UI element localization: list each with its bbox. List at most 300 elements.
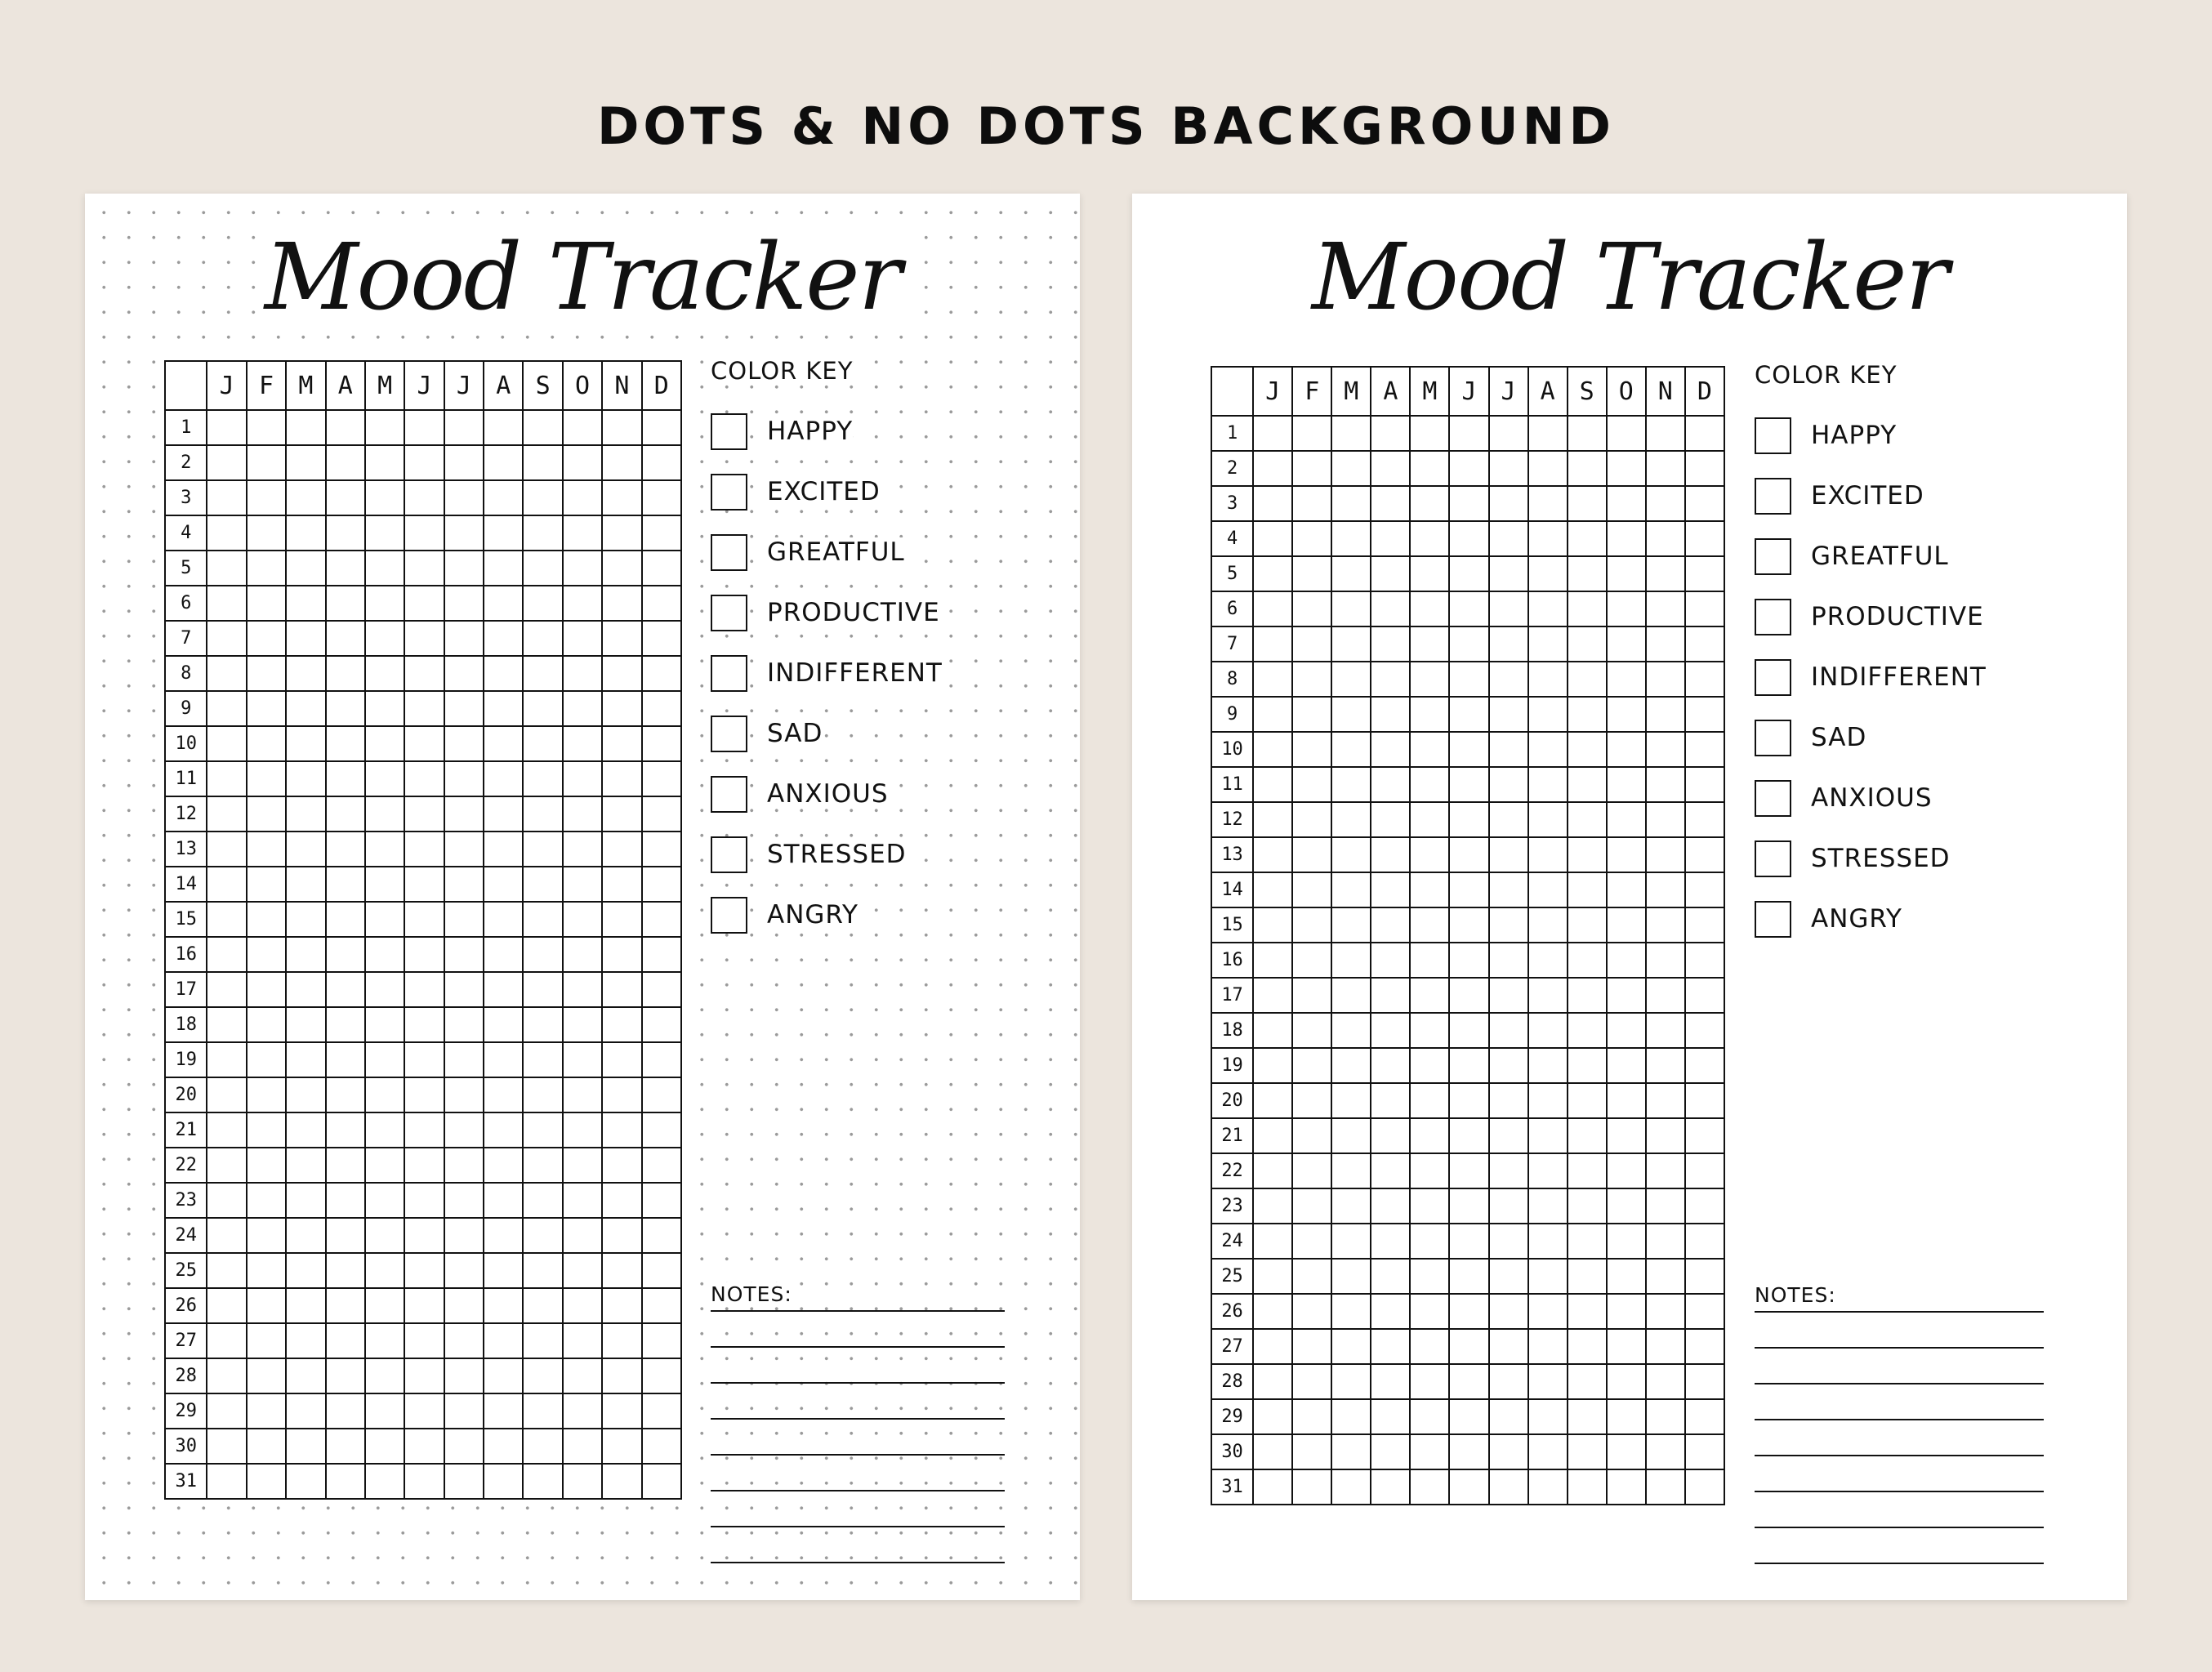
mood-cell[interactable] [286,1464,325,1499]
mood-cell[interactable] [523,796,562,832]
mood-cell[interactable] [1371,1188,1410,1224]
mood-cell[interactable] [1528,978,1568,1013]
mood-cell[interactable] [1607,1259,1646,1294]
mood-cell[interactable] [523,1358,562,1393]
mood-cell[interactable] [1528,1469,1568,1505]
mood-cell[interactable] [1685,1048,1724,1083]
mood-cell[interactable] [1528,662,1568,697]
mood-cell[interactable] [365,656,404,691]
mood-cell[interactable] [404,656,444,691]
mood-cell[interactable] [444,551,484,586]
mood-cell[interactable] [1449,451,1488,486]
mood-cell[interactable] [1607,1048,1646,1083]
mood-cell[interactable] [1685,416,1724,451]
mood-cell[interactable] [1568,451,1607,486]
mood-cell[interactable] [1528,1048,1568,1083]
mood-cell[interactable] [1685,1013,1724,1048]
mood-cell[interactable] [365,1358,404,1393]
mood-cell[interactable] [1331,1469,1371,1505]
mood-cell[interactable] [286,410,325,445]
mood-cell[interactable] [247,1323,286,1358]
mood-cell[interactable] [642,902,681,937]
mood-cell[interactable] [247,1007,286,1042]
mood-cell[interactable] [642,586,681,621]
mood-cell[interactable] [523,1042,562,1077]
mood-cell[interactable] [1528,1294,1568,1329]
mood-cell[interactable] [642,1393,681,1429]
mood-cell[interactable] [1489,1083,1528,1118]
mood-cell[interactable] [1253,521,1292,556]
mood-cell[interactable] [1331,907,1371,943]
mood-cell[interactable] [1410,978,1449,1013]
mood-cell[interactable] [207,726,246,761]
mood-cell[interactable] [404,410,444,445]
mood-cell[interactable] [602,902,641,937]
mood-cell[interactable] [523,761,562,796]
mood-cell[interactable] [642,480,681,515]
mood-cell[interactable] [286,1148,325,1183]
mood-cell[interactable] [207,445,246,480]
mood-cell[interactable] [247,1042,286,1077]
mood-cell[interactable] [1607,1469,1646,1505]
mood-cell[interactable] [642,1042,681,1077]
mood-cell[interactable] [1489,662,1528,697]
mood-cell[interactable] [1646,1224,1685,1259]
mood-cell[interactable] [523,1183,562,1218]
mood-cell[interactable] [286,691,325,726]
mood-cell[interactable] [602,1323,641,1358]
mood-cell[interactable] [563,1429,602,1464]
mood-cell[interactable] [602,410,641,445]
mood-cell[interactable] [1292,943,1331,978]
mood-cell[interactable] [1685,1118,1724,1153]
mood-cell[interactable] [1331,451,1371,486]
mood-cell[interactable] [247,656,286,691]
mood-cell[interactable] [286,515,325,551]
mood-cell[interactable] [1253,1013,1292,1048]
mood-cell[interactable] [1489,556,1528,591]
mood-cell[interactable] [563,691,602,726]
mood-cell[interactable] [1568,802,1607,837]
mood-cell[interactable] [1292,1259,1331,1294]
mood-cell[interactable] [602,1042,641,1077]
mood-cell[interactable] [1568,1188,1607,1224]
mood-cell[interactable] [1528,1188,1568,1224]
mood-cell[interactable] [1449,697,1488,732]
mood-cell[interactable] [404,445,444,480]
note-line[interactable] [711,1456,1005,1491]
mood-cell[interactable] [326,1148,365,1183]
mood-cell[interactable] [1685,1153,1724,1188]
mood-cell[interactable] [286,832,325,867]
mood-cell[interactable] [1568,1399,1607,1434]
mood-cell[interactable] [1371,451,1410,486]
mood-cell[interactable] [404,1393,444,1429]
mood-cell[interactable] [563,1112,602,1148]
color-swatch-box[interactable] [711,716,747,752]
mood-cell[interactable] [365,1148,404,1183]
mood-cell[interactable] [484,515,523,551]
mood-cell[interactable] [1646,1013,1685,1048]
mood-cell[interactable] [1685,943,1724,978]
mood-cell[interactable] [1568,872,1607,907]
mood-cell[interactable] [484,1429,523,1464]
color-swatch-box[interactable] [711,836,747,873]
mood-cell[interactable] [1371,626,1410,662]
mood-cell[interactable] [563,1253,602,1288]
mood-cell[interactable] [1685,1399,1724,1434]
mood-cell[interactable] [484,1464,523,1499]
mood-cell[interactable] [444,972,484,1007]
mood-cell[interactable] [207,1253,246,1288]
mood-cell[interactable] [642,551,681,586]
mood-cell[interactable] [404,1077,444,1112]
mood-cell[interactable] [1489,872,1528,907]
mood-cell[interactable] [286,867,325,902]
mood-cell[interactable] [365,937,404,972]
mood-cell[interactable] [642,937,681,972]
mood-cell[interactable] [326,937,365,972]
mood-cell[interactable] [326,1393,365,1429]
color-swatch-box[interactable] [1755,478,1791,515]
mood-cell[interactable] [1607,591,1646,626]
mood-cell[interactable] [1371,662,1410,697]
mood-cell[interactable] [1646,662,1685,697]
mood-cell[interactable] [404,937,444,972]
mood-cell[interactable] [1646,451,1685,486]
mood-cell[interactable] [523,1464,562,1499]
mood-cell[interactable] [1331,1329,1371,1364]
mood-cell[interactable] [1410,802,1449,837]
mood-cell[interactable] [484,726,523,761]
mood-cell[interactable] [286,1253,325,1288]
mood-cell[interactable] [642,1112,681,1148]
mood-cell[interactable] [1410,662,1449,697]
mood-cell[interactable] [1371,1469,1410,1505]
mood-cell[interactable] [444,761,484,796]
mood-cell[interactable] [563,867,602,902]
mood-cell[interactable] [207,551,246,586]
mood-cell[interactable] [404,1218,444,1253]
mood-cell[interactable] [642,1148,681,1183]
mood-cell[interactable] [1607,1294,1646,1329]
mood-cell[interactable] [642,1253,681,1288]
mood-cell[interactable] [247,586,286,621]
mood-cell[interactable] [602,1218,641,1253]
mood-cell[interactable] [1528,1329,1568,1364]
mood-cell[interactable] [247,796,286,832]
mood-cell[interactable] [1371,1118,1410,1153]
note-line[interactable] [711,1384,1005,1420]
mood-cell[interactable] [1528,802,1568,837]
mood-cell[interactable] [365,1464,404,1499]
mood-cell[interactable] [563,1148,602,1183]
mood-cell[interactable] [602,1007,641,1042]
mood-cell[interactable] [404,480,444,515]
mood-cell[interactable] [1528,591,1568,626]
mood-cell[interactable] [1449,1259,1488,1294]
mood-cell[interactable] [1568,697,1607,732]
mood-cell[interactable] [326,1323,365,1358]
mood-cell[interactable] [523,445,562,480]
mood-cell[interactable] [523,902,562,937]
mood-cell[interactable] [1489,943,1528,978]
color-swatch-box[interactable] [1755,840,1791,877]
mood-cell[interactable] [1489,1364,1528,1399]
mood-cell[interactable] [1253,978,1292,1013]
mood-cell[interactable] [1371,1153,1410,1188]
mood-cell[interactable] [563,445,602,480]
mood-cell[interactable] [444,1042,484,1077]
mood-cell[interactable] [1331,1118,1371,1153]
mood-cell[interactable] [207,796,246,832]
mood-cell[interactable] [1568,1259,1607,1294]
mood-cell[interactable] [444,1077,484,1112]
mood-cell[interactable] [484,691,523,726]
mood-cell[interactable] [563,1323,602,1358]
mood-cell[interactable] [365,1393,404,1429]
mood-cell[interactable] [1568,1469,1607,1505]
mood-cell[interactable] [1253,1118,1292,1153]
mood-cell[interactable] [1331,1188,1371,1224]
mood-cell[interactable] [1568,521,1607,556]
mood-cell[interactable] [1646,978,1685,1013]
mood-cell[interactable] [365,1112,404,1148]
mood-cell[interactable] [404,515,444,551]
mood-cell[interactable] [1410,872,1449,907]
mood-cell[interactable] [365,1323,404,1358]
mood-cell[interactable] [1489,1153,1528,1188]
mood-cell[interactable] [1410,1329,1449,1364]
mood-cell[interactable] [1607,872,1646,907]
mood-cell[interactable] [563,726,602,761]
mood-cell[interactable] [484,1042,523,1077]
mood-cell[interactable] [365,1077,404,1112]
mood-cell[interactable] [1410,521,1449,556]
mood-cell[interactable] [207,1358,246,1393]
mood-cell[interactable] [1646,837,1685,872]
mood-cell[interactable] [404,726,444,761]
mood-cell[interactable] [602,445,641,480]
mood-cell[interactable] [207,761,246,796]
mood-cell[interactable] [326,902,365,937]
mood-cell[interactable] [1449,626,1488,662]
mood-cell[interactable] [563,796,602,832]
note-line[interactable] [1755,1456,2044,1492]
mood-cell[interactable] [1607,767,1646,802]
mood-cell[interactable] [247,621,286,656]
mood-cell[interactable] [326,726,365,761]
mood-cell[interactable] [642,832,681,867]
mood-cell[interactable] [1449,802,1488,837]
mood-cell[interactable] [404,1323,444,1358]
mood-cell[interactable] [326,1464,365,1499]
mood-cell[interactable] [523,1253,562,1288]
mood-cell[interactable] [1449,486,1488,521]
mood-cell[interactable] [1489,697,1528,732]
mood-cell[interactable] [1449,416,1488,451]
mood-cell[interactable] [286,1007,325,1042]
mood-cell[interactable] [1253,1188,1292,1224]
mood-cell[interactable] [484,480,523,515]
mood-cell[interactable] [1646,591,1685,626]
mood-cell[interactable] [1253,837,1292,872]
mood-cell[interactable] [1685,907,1724,943]
mood-cell[interactable] [523,937,562,972]
mood-cell[interactable] [1568,978,1607,1013]
mood-cell[interactable] [444,410,484,445]
mood-cell[interactable] [1528,1153,1568,1188]
mood-cell[interactable] [286,551,325,586]
mood-cell[interactable] [326,1358,365,1393]
mood-cell[interactable] [1685,802,1724,837]
color-swatch-box[interactable] [711,595,747,631]
mood-cell[interactable] [563,1007,602,1042]
color-swatch-box[interactable] [711,655,747,692]
mood-cell[interactable] [1331,486,1371,521]
mood-cell[interactable] [1449,556,1488,591]
mood-cell[interactable] [1528,837,1568,872]
mood-cell[interactable] [247,1148,286,1183]
mood-cell[interactable] [484,445,523,480]
mood-cell[interactable] [1568,662,1607,697]
mood-cell[interactable] [1292,907,1331,943]
mood-cell[interactable] [1568,1364,1607,1399]
mood-cell[interactable] [1685,978,1724,1013]
mood-cell[interactable] [286,1358,325,1393]
mood-cell[interactable] [1646,556,1685,591]
mood-cell[interactable] [207,1042,246,1077]
mood-cell[interactable] [602,867,641,902]
mood-cell[interactable] [326,1288,365,1323]
mood-cell[interactable] [1292,1294,1331,1329]
mood-cell[interactable] [642,867,681,902]
mood-cell[interactable] [1449,1013,1488,1048]
mood-cell[interactable] [1410,943,1449,978]
mood-cell[interactable] [602,515,641,551]
mood-cell[interactable] [1331,1399,1371,1434]
mood-cell[interactable] [1489,486,1528,521]
mood-cell[interactable] [1607,732,1646,767]
mood-cell[interactable] [247,410,286,445]
mood-cell[interactable] [563,1042,602,1077]
mood-cell[interactable] [602,761,641,796]
mood-cell[interactable] [1489,1188,1528,1224]
mood-cell[interactable] [1449,1188,1488,1224]
mood-cell[interactable] [484,1253,523,1288]
mood-cell[interactable] [642,445,681,480]
mood-cell[interactable] [1410,626,1449,662]
mood-cell[interactable] [523,867,562,902]
mood-cell[interactable] [1410,486,1449,521]
mood-cell[interactable] [1489,802,1528,837]
mood-cell[interactable] [1331,837,1371,872]
mood-cell[interactable] [1568,837,1607,872]
mood-cell[interactable] [1607,1434,1646,1469]
mood-cell[interactable] [1568,1434,1607,1469]
mood-cell[interactable] [404,1007,444,1042]
mood-cell[interactable] [484,761,523,796]
mood-cell[interactable] [286,761,325,796]
color-swatch-box[interactable] [1755,659,1791,696]
mood-cell[interactable] [365,726,404,761]
mood-cell[interactable] [1292,837,1331,872]
mood-cell[interactable] [1528,416,1568,451]
mood-cell[interactable] [326,1042,365,1077]
mood-cell[interactable] [1528,1118,1568,1153]
mood-cell[interactable] [247,1253,286,1288]
mood-cell[interactable] [1292,1013,1331,1048]
mood-cell[interactable] [326,1218,365,1253]
mood-cell[interactable] [1568,1153,1607,1188]
mood-cell[interactable] [1449,978,1488,1013]
mood-cell[interactable] [484,656,523,691]
mood-cell[interactable] [1528,486,1568,521]
mood-cell[interactable] [444,902,484,937]
note-line[interactable] [711,1348,1005,1384]
mood-cell[interactable] [563,902,602,937]
mood-cell[interactable] [326,832,365,867]
mood-cell[interactable] [523,1288,562,1323]
mood-cell[interactable] [1528,907,1568,943]
mood-cell[interactable] [1253,1469,1292,1505]
mood-cell[interactable] [1528,626,1568,662]
mood-cell[interactable] [642,761,681,796]
mood-cell[interactable] [326,551,365,586]
mood-cell[interactable] [1371,872,1410,907]
mood-cell[interactable] [207,691,246,726]
mood-cell[interactable] [207,1464,246,1499]
mood-cell[interactable] [1607,1153,1646,1188]
mood-cell[interactable] [1489,837,1528,872]
mood-cell[interactable] [1410,451,1449,486]
mood-cell[interactable] [326,515,365,551]
mood-cell[interactable] [404,1112,444,1148]
mood-cell[interactable] [484,867,523,902]
mood-cell[interactable] [1489,978,1528,1013]
mood-cell[interactable] [642,410,681,445]
mood-cell[interactable] [365,1429,404,1464]
mood-cell[interactable] [1371,1048,1410,1083]
mood-cell[interactable] [484,586,523,621]
mood-cell[interactable] [1568,1118,1607,1153]
mood-cell[interactable] [286,902,325,937]
mood-cell[interactable] [1607,662,1646,697]
mood-cell[interactable] [523,1077,562,1112]
mood-cell[interactable] [1489,1118,1528,1153]
mood-cell[interactable] [1646,767,1685,802]
mood-cell[interactable] [286,1112,325,1148]
mood-cell[interactable] [326,480,365,515]
mood-cell[interactable] [404,761,444,796]
mood-cell[interactable] [642,1218,681,1253]
mood-cell[interactable] [642,621,681,656]
mood-cell[interactable] [207,1112,246,1148]
mood-cell[interactable] [1410,1118,1449,1153]
mood-cell[interactable] [1685,662,1724,697]
mood-cell[interactable] [444,586,484,621]
mood-cell[interactable] [602,480,641,515]
mood-cell[interactable] [1685,451,1724,486]
mood-cell[interactable] [1292,767,1331,802]
mood-cell[interactable] [207,480,246,515]
mood-cell[interactable] [1253,662,1292,697]
mood-cell[interactable] [1371,486,1410,521]
mood-cell[interactable] [444,1323,484,1358]
mood-cell[interactable] [484,1288,523,1323]
mood-cell[interactable] [207,621,246,656]
mood-cell[interactable] [1607,416,1646,451]
